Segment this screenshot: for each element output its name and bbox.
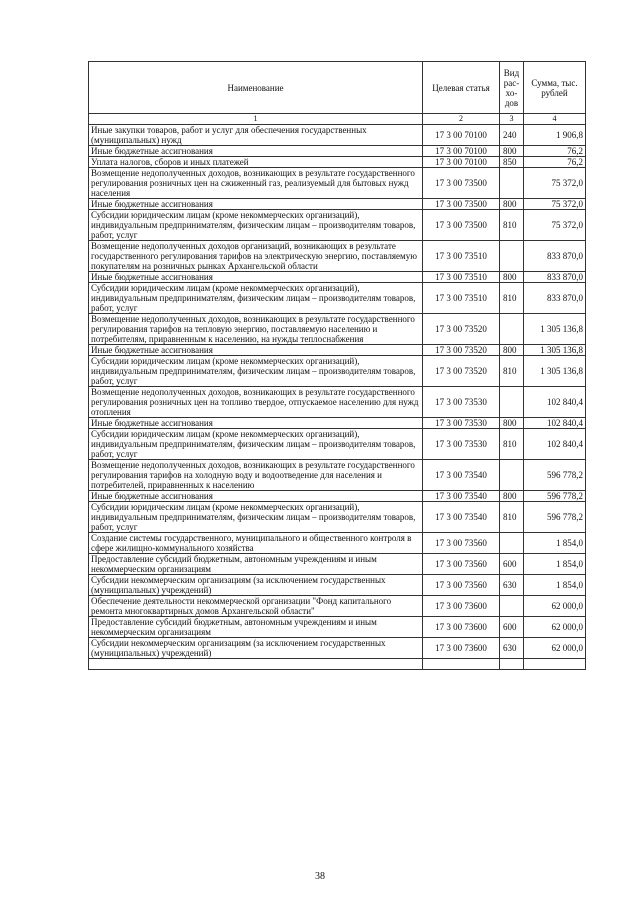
row-name: Субсидии юридическим лицам (кроме некоммерческих организаций), индивидуальным предпринимателям, физическим лицам – производителям товаров, работ, услуг bbox=[89, 429, 423, 460]
row-name: Обеспечение деятельности некоммерческой организации "Фонд капитального ремонта многоквартирных домов Архангельской области" bbox=[89, 596, 423, 617]
table-row bbox=[89, 241, 586, 272]
row-target-code: 17 3 00 73500 bbox=[423, 210, 500, 241]
row-name: Иные бюджетные ассигнования bbox=[89, 418, 423, 429]
budget-table bbox=[88, 61, 586, 670]
row-target-code: 17 3 00 70100 bbox=[423, 157, 500, 168]
row-exp-type bbox=[500, 241, 524, 272]
row-exp-type bbox=[500, 387, 524, 418]
row-sum: 75 372,0 bbox=[524, 199, 586, 210]
row-target-code: 17 3 00 73530 bbox=[423, 429, 500, 460]
table-row bbox=[89, 491, 586, 502]
row-sum: 76,2 bbox=[524, 146, 586, 157]
column-number-row bbox=[89, 114, 586, 125]
table-row bbox=[89, 283, 586, 314]
row-exp-type: 810 bbox=[500, 283, 524, 314]
row-target-code: 17 3 00 73510 bbox=[423, 272, 500, 283]
row-target-code: 17 3 00 73510 bbox=[423, 241, 500, 272]
row-exp-type: 630 bbox=[500, 575, 524, 596]
row-target-code: 17 3 00 73500 bbox=[423, 168, 500, 199]
table-row bbox=[89, 387, 586, 418]
row-target-code: 17 3 00 73560 bbox=[423, 575, 500, 596]
row-sum: 1 906,8 bbox=[524, 125, 586, 146]
row-name: Возмещение недополученных доходов, возникающих в результате государственного регулирования тарифов на тепловую энергию, поставляемую населению и потребителям, приравненным к населению, на нужды теплоснабжения bbox=[89, 314, 423, 345]
header-sum: Сумма, тыс. рублей bbox=[524, 62, 586, 114]
row-target-code: 17 3 00 73600 bbox=[423, 617, 500, 638]
table-row bbox=[89, 125, 586, 146]
row-sum: 62 000,0 bbox=[524, 617, 586, 638]
table-row bbox=[89, 554, 586, 575]
row-exp-type: 810 bbox=[500, 502, 524, 533]
row-name: Возмещение недополученных доходов организаций, возникающих в результате государственного регулирования тарифов на электрическую энергию, поставляемую покупателям на розничных рынках Архангельской области bbox=[89, 241, 423, 272]
row-exp-type bbox=[500, 596, 524, 617]
column-number: 2 bbox=[423, 114, 500, 125]
row-name: Иные бюджетные ассигнования bbox=[89, 345, 423, 356]
row-target-code: 17 3 00 73520 bbox=[423, 356, 500, 387]
row-sum: 62 000,0 bbox=[524, 596, 586, 617]
table-body bbox=[89, 125, 586, 670]
row-sum: 1 305 136,8 bbox=[524, 356, 586, 387]
row-exp-type: 800 bbox=[500, 418, 524, 429]
table-row bbox=[89, 146, 586, 157]
table-row bbox=[89, 429, 586, 460]
table-row bbox=[89, 533, 586, 554]
row-target-code: 17 3 00 73520 bbox=[423, 314, 500, 345]
row-sum: 102 840,4 bbox=[524, 429, 586, 460]
header-target: Целевая статья bbox=[423, 62, 500, 114]
row-exp-type: 800 bbox=[500, 146, 524, 157]
empty-cell bbox=[89, 659, 423, 670]
row-sum: 102 840,4 bbox=[524, 387, 586, 418]
row-exp-type: 600 bbox=[500, 554, 524, 575]
row-target-code: 17 3 00 73510 bbox=[423, 283, 500, 314]
row-name: Предоставление субсидий бюджетным, автономным учреждениям и иным некоммерческим организациям bbox=[89, 554, 423, 575]
table-row bbox=[89, 314, 586, 345]
row-sum: 76,2 bbox=[524, 157, 586, 168]
row-sum: 102 840,4 bbox=[524, 418, 586, 429]
empty-row bbox=[89, 659, 586, 670]
table-row bbox=[89, 356, 586, 387]
table-row bbox=[89, 199, 586, 210]
row-exp-type: 240 bbox=[500, 125, 524, 146]
row-sum: 833 870,0 bbox=[524, 272, 586, 283]
row-name: Иные бюджетные ассигнования bbox=[89, 272, 423, 283]
empty-cell bbox=[500, 659, 524, 670]
row-target-code: 17 3 00 73520 bbox=[423, 345, 500, 356]
table-row bbox=[89, 168, 586, 199]
row-exp-type: 810 bbox=[500, 210, 524, 241]
table-row bbox=[89, 617, 586, 638]
row-target-code: 17 3 00 73560 bbox=[423, 554, 500, 575]
table-row bbox=[89, 157, 586, 168]
row-sum: 596 778,2 bbox=[524, 502, 586, 533]
row-sum: 1 305 136,8 bbox=[524, 314, 586, 345]
row-sum: 1 305 136,8 bbox=[524, 345, 586, 356]
table-row bbox=[89, 272, 586, 283]
row-name: Иные бюджетные ассигнования bbox=[89, 491, 423, 502]
table-row bbox=[89, 210, 586, 241]
row-sum: 1 854,0 bbox=[524, 575, 586, 596]
row-sum: 596 778,2 bbox=[524, 491, 586, 502]
row-exp-type: 800 bbox=[500, 345, 524, 356]
header-name: Наименование bbox=[89, 62, 423, 114]
row-target-code: 17 3 00 73500 bbox=[423, 199, 500, 210]
row-exp-type: 630 bbox=[500, 638, 524, 659]
row-exp-type: 800 bbox=[500, 199, 524, 210]
table-row bbox=[89, 575, 586, 596]
row-name: Субсидии юридическим лицам (кроме некоммерческих организаций), индивидуальным предпринимателям, физическим лицам – производителям товаров, работ, услуг bbox=[89, 502, 423, 533]
row-sum: 1 854,0 bbox=[524, 533, 586, 554]
row-name: Субсидии некоммерческим организациям (за исключением государственных (муниципальных) учреждений) bbox=[89, 575, 423, 596]
row-target-code: 17 3 00 70100 bbox=[423, 146, 500, 157]
row-exp-type bbox=[500, 314, 524, 345]
row-name: Субсидии юридическим лицам (кроме некоммерческих организаций), индивидуальным предпринимателям, физическим лицам – производителям товаров, работ, услуг bbox=[89, 283, 423, 314]
column-number: 3 bbox=[500, 114, 524, 125]
row-sum: 596 778,2 bbox=[524, 460, 586, 491]
column-number: 1 bbox=[89, 114, 423, 125]
row-exp-type bbox=[500, 533, 524, 554]
table-row bbox=[89, 460, 586, 491]
row-name: Субсидии юридическим лицам (кроме некоммерческих организаций), индивидуальным предпринимателям, физическим лицам – производителям товаров, работ, услуг bbox=[89, 210, 423, 241]
row-name: Создание системы государственного, муниципального и общественного контроля в сфере жилищно-коммунального хозяйства bbox=[89, 533, 423, 554]
table-row bbox=[89, 596, 586, 617]
row-target-code: 17 3 00 73540 bbox=[423, 460, 500, 491]
row-target-code: 17 3 00 73540 bbox=[423, 502, 500, 533]
row-name: Субсидии юридическим лицам (кроме некоммерческих организаций), индивидуальным предпринимателям, физическим лицам – производителям товаров, работ, услуг bbox=[89, 356, 423, 387]
row-name: Уплата налогов, сборов и иных платежей bbox=[89, 157, 423, 168]
table-row bbox=[89, 345, 586, 356]
table-row bbox=[89, 638, 586, 659]
row-target-code: 17 3 00 73530 bbox=[423, 387, 500, 418]
row-target-code: 17 3 00 70100 bbox=[423, 125, 500, 146]
row-exp-type: 800 bbox=[500, 491, 524, 502]
table-row bbox=[89, 502, 586, 533]
row-exp-type: 600 bbox=[500, 617, 524, 638]
row-sum: 833 870,0 bbox=[524, 283, 586, 314]
row-name: Иные бюджетные ассигнования bbox=[89, 199, 423, 210]
row-sum: 75 372,0 bbox=[524, 210, 586, 241]
empty-cell bbox=[423, 659, 500, 670]
row-name: Возмещение недополученных доходов, возникающих в результате государственного регулирования розничных цен на топливо твердое, отпускаемое населению для нужд отопления bbox=[89, 387, 423, 418]
row-sum: 75 372,0 bbox=[524, 168, 586, 199]
row-name: Иные бюджетные ассигнования bbox=[89, 146, 423, 157]
table-header bbox=[89, 62, 586, 125]
column-number: 4 bbox=[524, 114, 586, 125]
row-target-code: 17 3 00 73540 bbox=[423, 491, 500, 502]
row-name: Субсидии некоммерческим организациям (за исключением государственных (муниципальных) учреждений) bbox=[89, 638, 423, 659]
empty-cell bbox=[524, 659, 586, 670]
row-exp-type: 810 bbox=[500, 356, 524, 387]
row-exp-type: 800 bbox=[500, 272, 524, 283]
row-sum: 1 854,0 bbox=[524, 554, 586, 575]
header-exp-type: Вид рас- хо- дов bbox=[500, 62, 524, 114]
page-number: 38 bbox=[315, 871, 325, 882]
row-name: Возмещение недополученных доходов, возникающих в результате государственного регулирования розничных цен на сжиженный газ, реализуемый для бытовых нужд населения bbox=[89, 168, 423, 199]
row-name: Иные закупки товаров, работ и услуг для обеспечения государственных (муниципальных) нужд bbox=[89, 125, 423, 146]
row-exp-type bbox=[500, 460, 524, 491]
row-exp-type: 810 bbox=[500, 429, 524, 460]
row-target-code: 17 3 00 73530 bbox=[423, 418, 500, 429]
row-name: Предоставление субсидий бюджетным, автономным учреждениям и иным некоммерческим организациям bbox=[89, 617, 423, 638]
row-target-code: 17 3 00 73560 bbox=[423, 533, 500, 554]
header-row bbox=[89, 62, 586, 114]
table-row bbox=[89, 418, 586, 429]
row-sum: 62 000,0 bbox=[524, 638, 586, 659]
row-exp-type: 850 bbox=[500, 157, 524, 168]
row-name: Возмещение недополученных доходов, возникающих в результате государственного регулирования тарифов на холодную воду и водоотведение для населения и потребителей, приравненных к населению bbox=[89, 460, 423, 491]
row-target-code: 17 3 00 73600 bbox=[423, 638, 500, 659]
row-target-code: 17 3 00 73600 bbox=[423, 596, 500, 617]
row-sum: 833 870,0 bbox=[524, 241, 586, 272]
row-exp-type bbox=[500, 168, 524, 199]
